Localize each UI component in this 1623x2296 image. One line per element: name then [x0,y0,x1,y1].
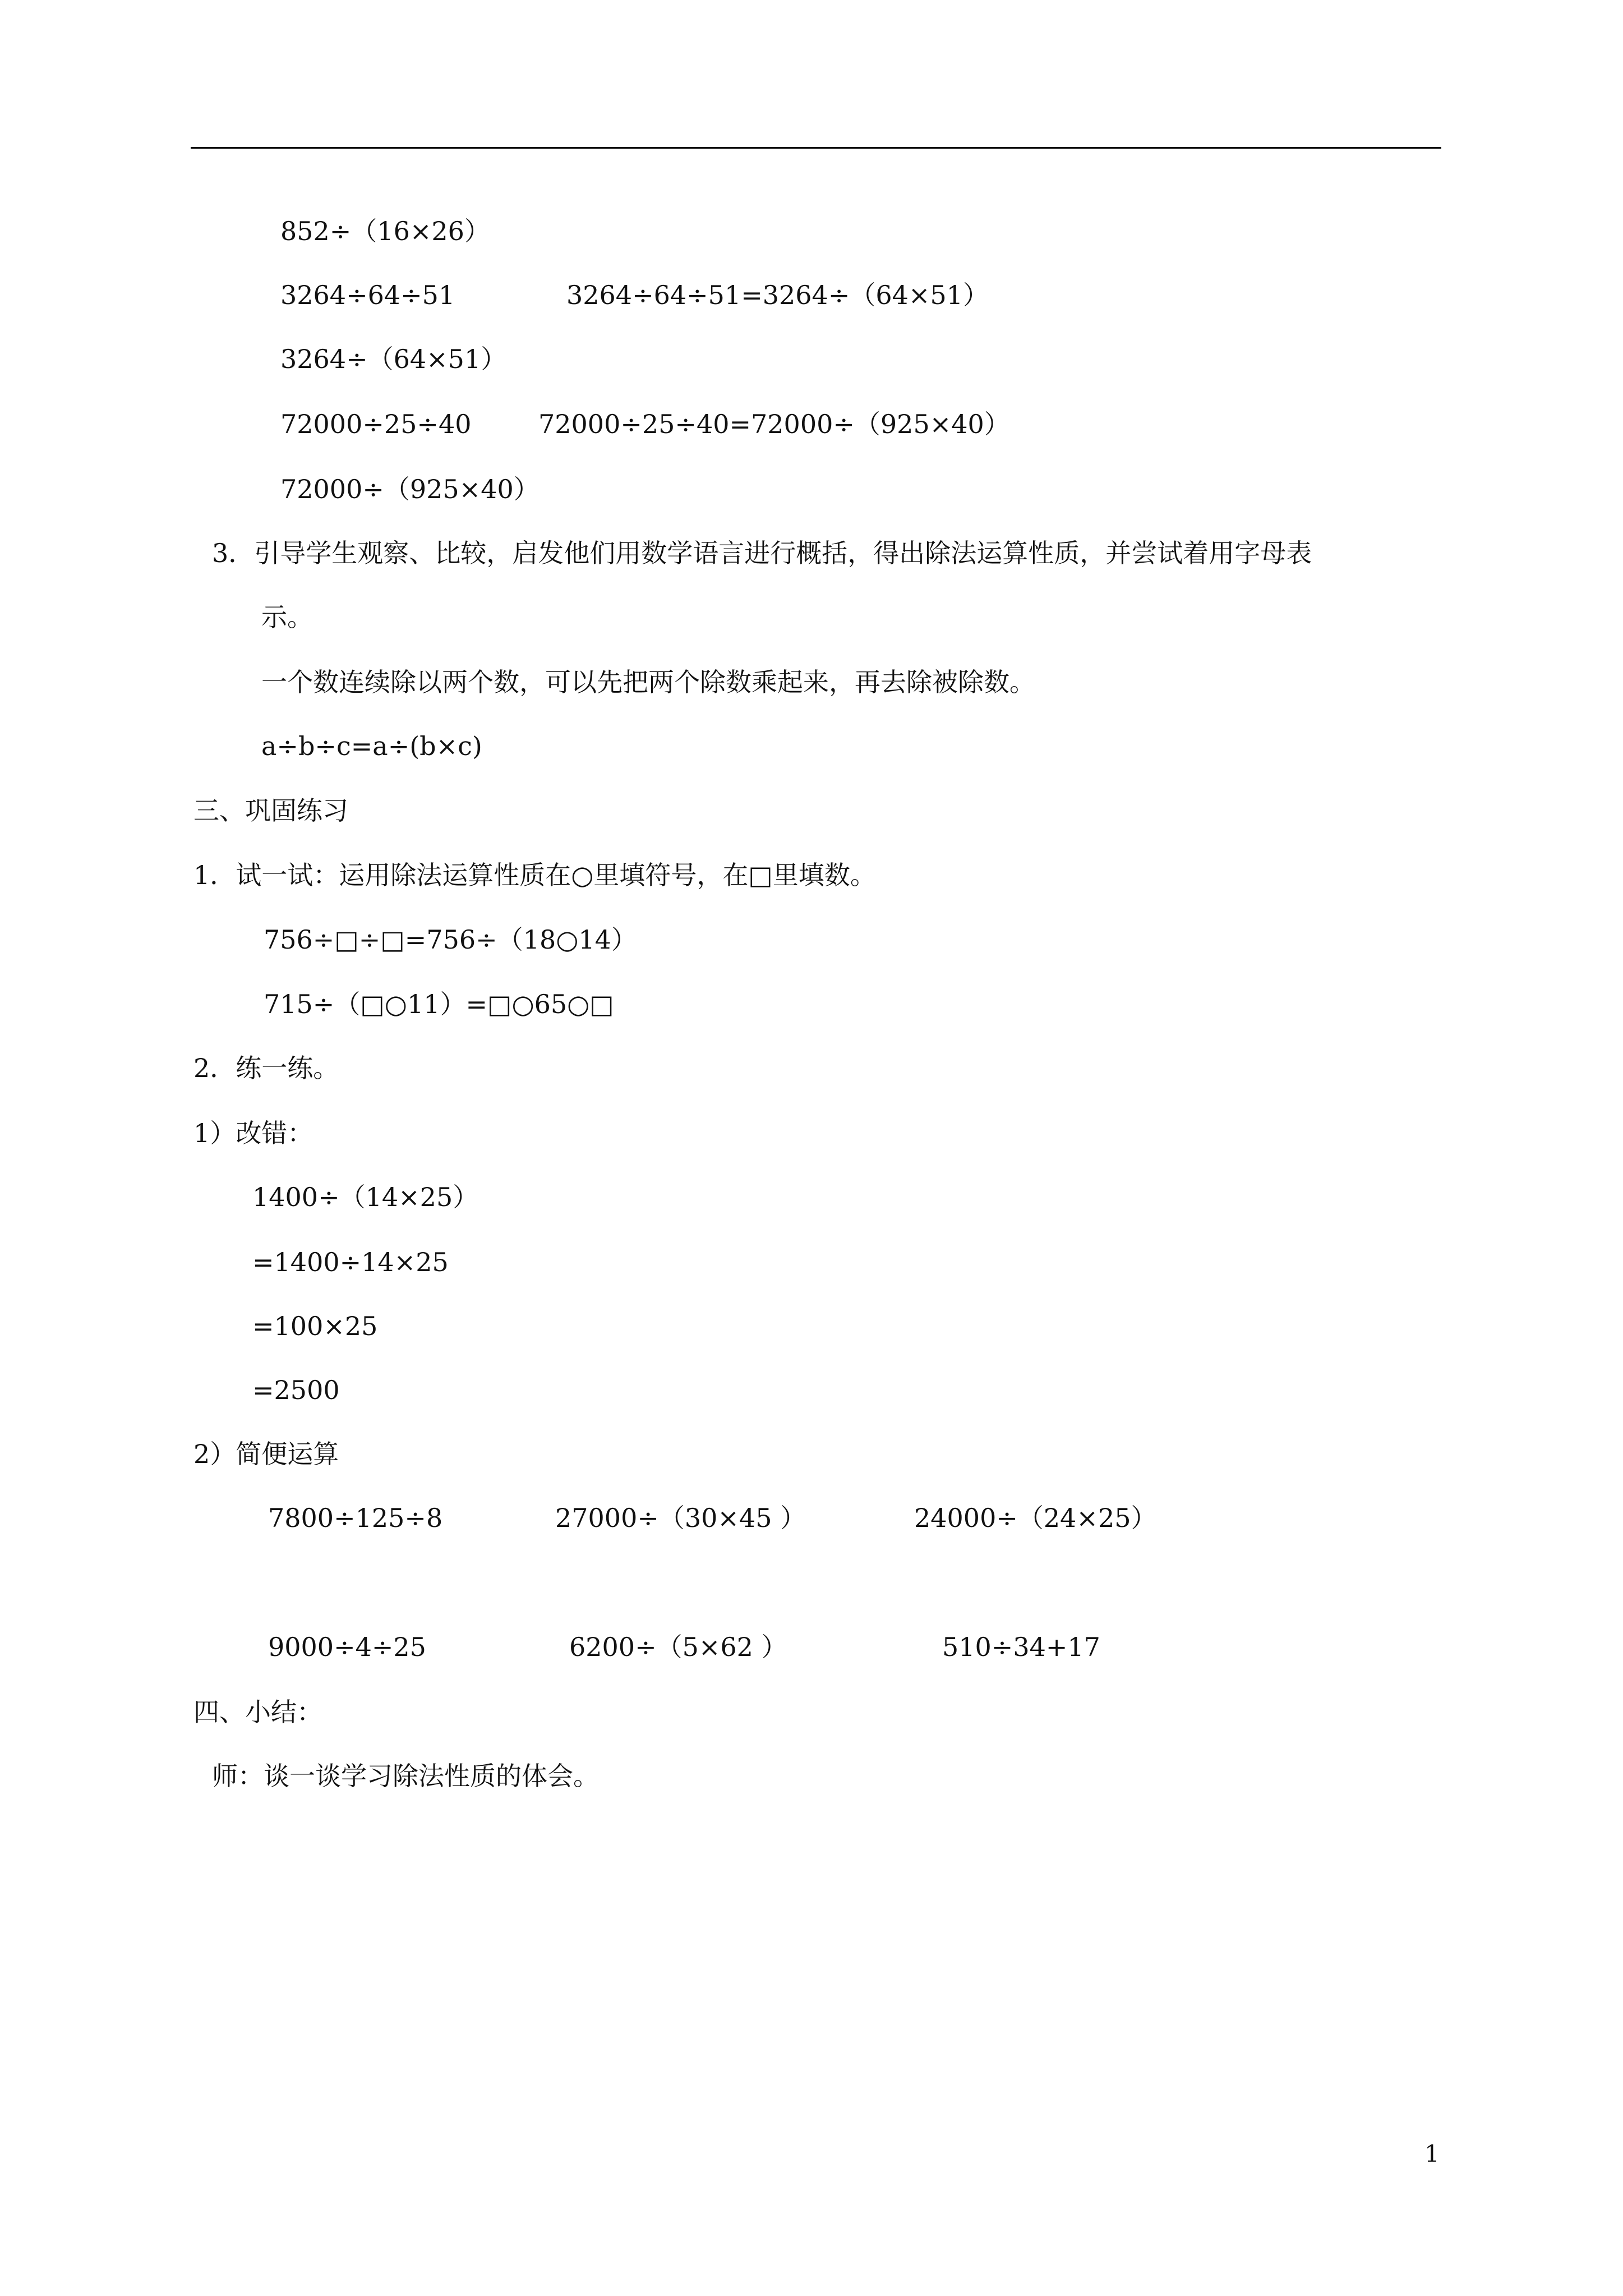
text-line: =2500 [252,1375,340,1405]
text-line: 510÷34+17 [942,1632,1100,1662]
text-line: 1）改错： [193,1118,313,1148]
text-line: 24000÷（24×25） [914,1503,1157,1533]
section-heading: 三、巩固练习 [193,795,348,826]
text-line: 1．试一试：运用除法运算性质在○里填符号，在□里填数。 [193,860,876,890]
text-line: 3．引导学生观察、比较，启发他们用数学语言进行概括，得出除法运算性质，并尝试着用字母表 [212,538,1312,568]
header-rule [191,147,1441,149]
text-line: 72000÷25÷40 [280,409,472,439]
text-line: 852÷（16×26） [280,216,490,246]
text-line: 2．练一练。 [193,1053,339,1083]
section-heading: 四、小结： [193,1697,322,1727]
text-line: 7800÷125÷8 [268,1503,443,1533]
page-number: 1 [1424,2140,1440,2168]
text-line: 师：谈一谈学习除法性质的体会。 [212,1761,599,1791]
text-line: 715÷（□○11）=□○65○□ [264,989,614,1019]
text-line: 27000÷（30×45 ） [555,1503,806,1533]
text-line: 6200÷（5×62 ） [569,1632,787,1662]
text-line: 1400÷（14×25） [252,1182,479,1212]
text-line: 72000÷（925×40） [280,474,540,504]
text-line: 3264÷64÷51 [280,280,455,310]
text-line: a÷b÷c=a÷(b×c) [261,731,482,761]
text-line: 示。 [261,602,313,632]
text-line: =100×25 [252,1311,378,1341]
text-line: 3264÷64÷51=3264÷（64×51） [566,280,989,310]
text-line: =1400÷14×25 [252,1247,449,1277]
text-line: 9000÷4÷25 [268,1632,426,1662]
text-line: 756÷□÷□=756÷（18○14） [264,924,637,955]
text-line: 一个数连续除以两个数，可以先把两个除数乘起来，再去除被除数。 [261,667,1035,697]
text-line: 3264÷（64×51） [280,344,507,374]
text-line: 72000÷25÷40=72000÷（925×40） [538,409,1010,439]
text-line: 2）简便运算 [193,1439,339,1469]
